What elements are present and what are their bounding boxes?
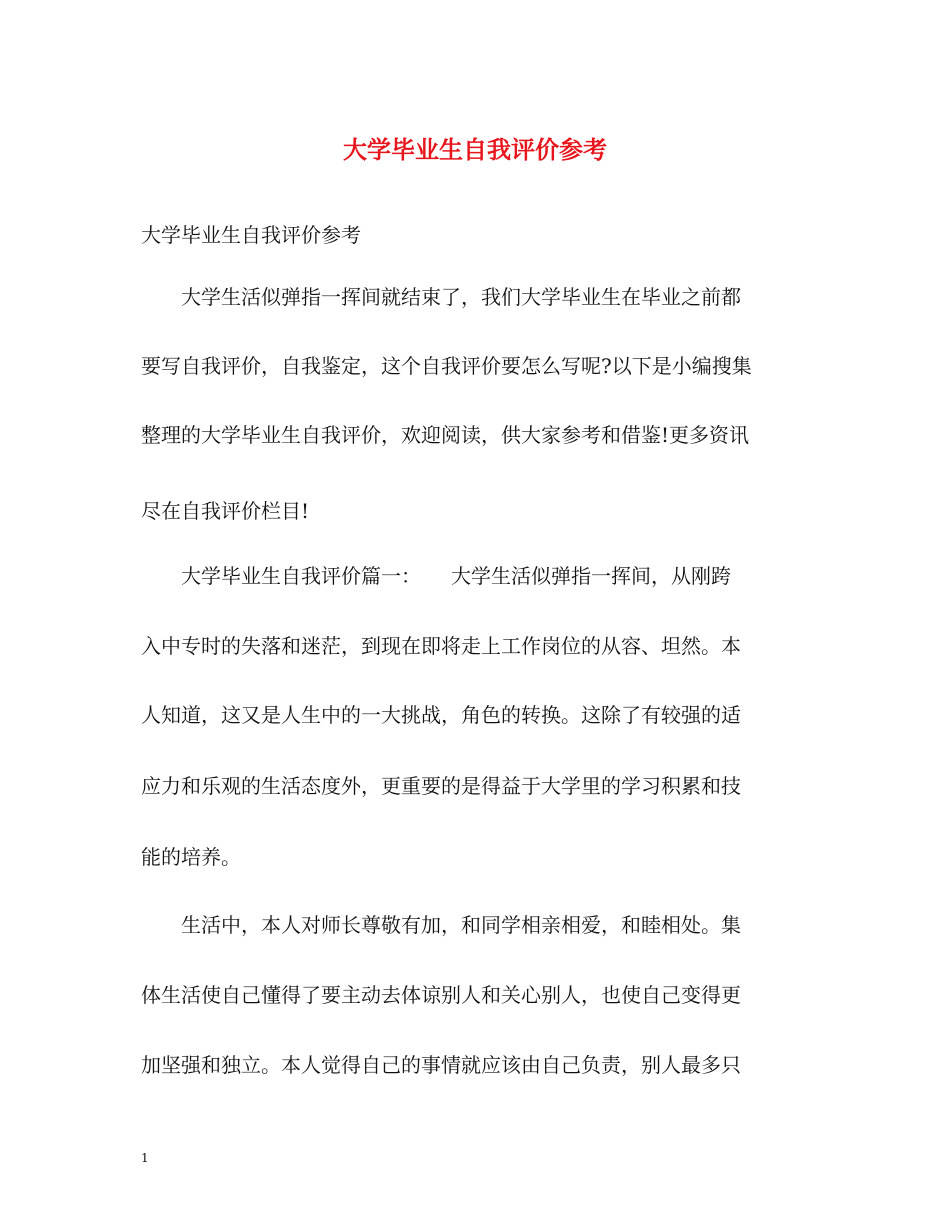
body-line-3: 整理的大学毕业生自我评价，欢迎阅读，供大家参考和借鉴!更多资讯 [141, 423, 750, 447]
body-line-8: 应力和乐观的生活态度外，更重要的是得益于大学里的学习积累和技 [141, 774, 741, 798]
body-line-9: 能的培养。 [141, 845, 241, 869]
body-line-7: 人知道，这又是人生中的一大挑战，角色的转换。这除了有较强的适 [141, 703, 741, 727]
body-line-4: 尽在自我评价栏目! [141, 499, 310, 523]
body-line-6: 入中专时的失落和迷茫，到现在即将走上工作岗位的从容、坦然。本 [141, 634, 741, 658]
page-number: 1 [141, 1151, 149, 1165]
document-subtitle: 大学毕业生自我评价参考 [141, 223, 361, 247]
body-line-1: 大学生活似弹指一挥间就结束了，我们大学毕业生在毕业之前都 [141, 285, 741, 309]
body-line-5: 大学毕业生自我评价篇一： 大学生活似弹指一挥间，从刚跨 [141, 564, 731, 588]
body-line-11: 体生活使自己懂得了要主动去体谅别人和关心别人，也使自己变得更 [141, 983, 741, 1007]
body-line-2: 要写自我评价，自我鉴定，这个自我评价要怎么写呢?以下是小编搜集 [141, 354, 752, 378]
document-title: 大学毕业生自我评价参考 [343, 135, 607, 164]
body-line-12: 加坚强和独立。本人觉得自己的事情就应该由自己负责，别人最多只 [141, 1053, 741, 1077]
body-line-10: 生活中，本人对师长尊敬有加，和同学相亲相爱，和睦相处。集 [141, 913, 741, 937]
